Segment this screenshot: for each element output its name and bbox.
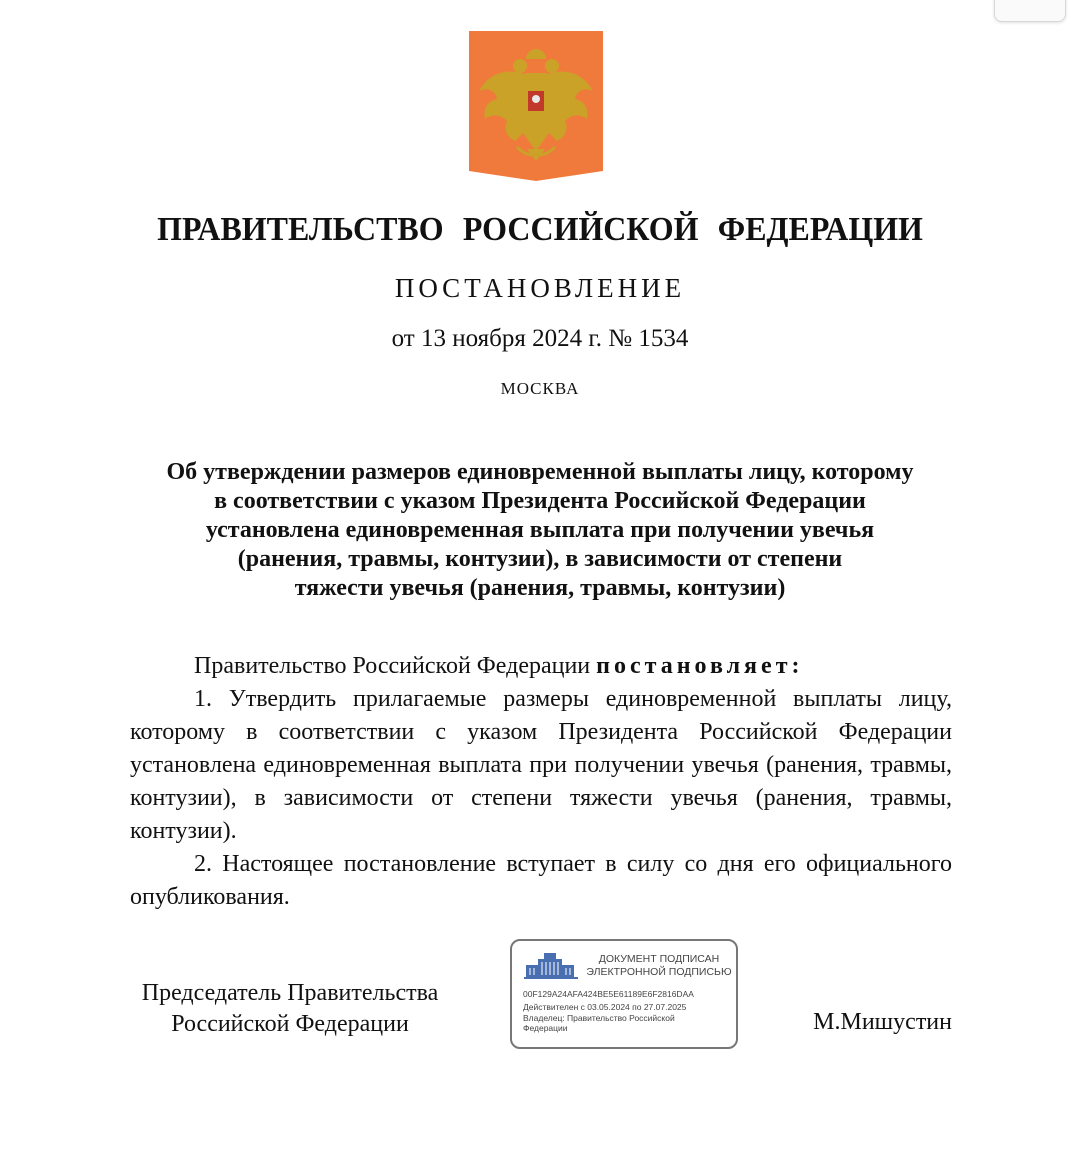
stamp-heading bbox=[584, 953, 734, 979]
intro-text: Правительство Российской Федерации bbox=[194, 653, 591, 679]
signer-name: М.Мишустин bbox=[813, 1009, 952, 1035]
decree-intro bbox=[130, 650, 952, 683]
document-date-number: от 13 ноября 2024 г. № 1534 bbox=[391, 325, 689, 352]
stamp-validity: Действителен с 03.05.2024 по 27.07.2025 bbox=[523, 1002, 687, 1012]
stamp-serial: 00F129A24AFA424BE5E61189E6F2816DAA bbox=[523, 989, 694, 999]
subject-line: (ранения, травмы, контузии), в зависимости от степени bbox=[237, 546, 843, 572]
government-title: ПРАВИТЕЛЬСТВО РОССИЙСКОЙ ФЕДЕРАЦИИ bbox=[157, 211, 923, 248]
decree-word: постановляет: bbox=[596, 653, 804, 679]
signer-title bbox=[130, 978, 450, 1040]
corner-tab bbox=[994, 0, 1066, 22]
subject-line: установлена единовременная выплата при получении увечья bbox=[205, 517, 875, 543]
document-subject bbox=[0, 458, 1080, 603]
subject-line: тяжести увечья (ранения, травмы, контузии) bbox=[294, 575, 786, 601]
electronic-signature-stamp bbox=[510, 939, 738, 1049]
decree-item-1: 1. Утвердить прилагаемые размеры единовременной выплаты лицу, которому в соответствии с указом Президента Российской Федерации установлена единовременная выплата при получении увечья (ранения, травмы, контузии), в зависимости от степени тяжести увечья (ранения, травмы, контузии). bbox=[130, 686, 952, 844]
coat-of-arms-icon bbox=[467, 29, 605, 183]
subject-line: Об утверждении размеров единовременной выплаты лицу, которому bbox=[166, 459, 914, 485]
signer-title-line: Председатель Правительства bbox=[141, 980, 439, 1006]
signer-title-line: Российской Федерации bbox=[171, 1011, 409, 1037]
document-body bbox=[130, 650, 952, 914]
stamp-heading-line: ЭЛЕКТРОННОЙ ПОДПИСЬЮ bbox=[586, 966, 732, 978]
stamp-owner: Владелец: Правительство Российской bbox=[523, 1013, 675, 1023]
subject-line: в соответствии с указом Президента Российской Федерации bbox=[214, 488, 866, 514]
document-city: МОСКВА bbox=[500, 379, 580, 398]
government-building-icon bbox=[522, 951, 580, 981]
stamp-owner: Федерации bbox=[523, 1023, 568, 1033]
document-type: ПОСТАНОВЛЕНИЕ bbox=[394, 273, 686, 303]
stamp-heading-line: ДОКУМЕНТ ПОДПИСАН bbox=[598, 953, 720, 965]
decree-item-2: 2. Настоящее постановление вступает в силу со дня его официального опубликования. bbox=[130, 851, 952, 910]
